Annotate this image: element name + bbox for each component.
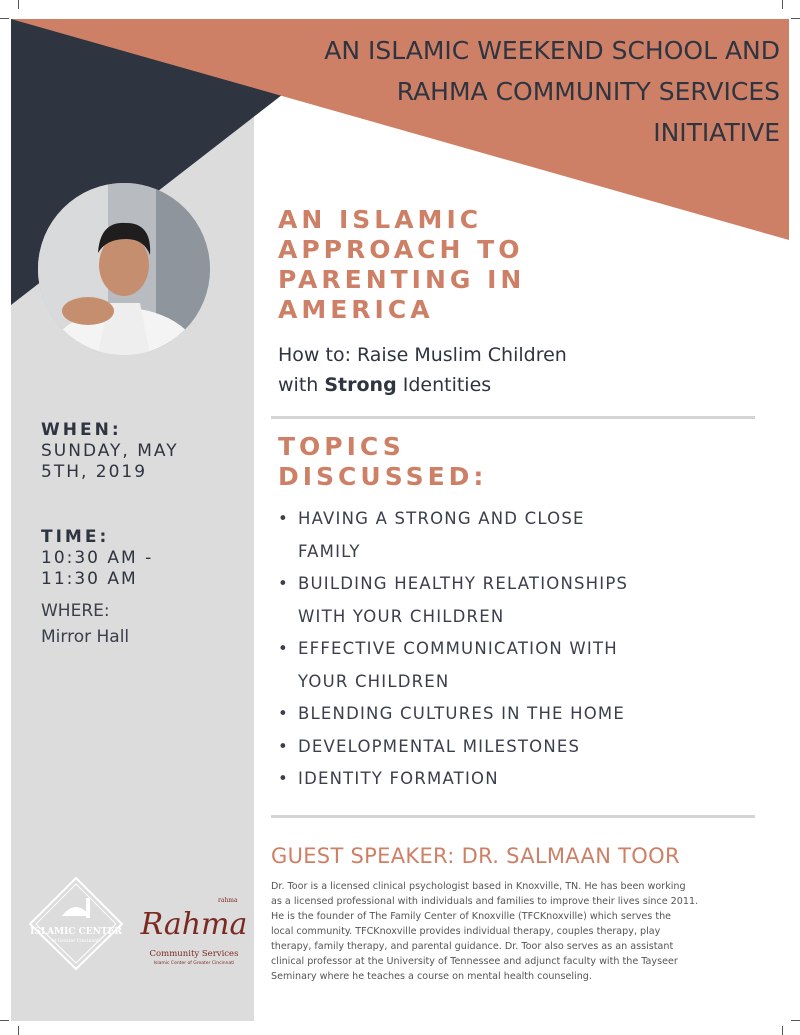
- subtitle-line: [278, 370, 748, 400]
- bullet-icon: •: [278, 574, 289, 593]
- divider: [271, 416, 755, 419]
- when-value: SUNDAY, MAY: [41, 441, 179, 461]
- event-title-line: AN ISLAMIC: [278, 205, 483, 234]
- rahma-logo: [138, 897, 250, 972]
- subtitle-suffix: Identities: [396, 374, 492, 396]
- bullet-icon: •: [278, 769, 289, 788]
- crop-mark: [0, 1020, 9, 1021]
- bio-line: Dr. Toor is a licensed clinical psychologist based in Knoxville, TN. He has been working: [271, 881, 686, 892]
- bio-line: therapy, family therapy, and parental guidance. Dr. Toor also serves as an assistant: [271, 941, 674, 952]
- header-title: [205, 30, 780, 153]
- topic-text: EFFECTIVE COMMUNICATION WITH: [298, 639, 618, 658]
- topic-text: DEVELOPMENTAL MILESTONES: [298, 736, 581, 756]
- header-title-line: INITIATIVE: [653, 118, 780, 147]
- event-title-line: PARENTING IN: [278, 265, 526, 294]
- bio-line: He is the founder of The Family Center of Knoxville (TFCKnoxville) which serves the: [271, 911, 672, 922]
- when-value: 5TH, 2019: [41, 462, 148, 482]
- bio-line: as a licensed professional with individuals and families to improve their lives since 2011.: [271, 896, 699, 907]
- where-value: Mirror Hall: [41, 627, 130, 647]
- event-title-line: AMERICA: [278, 295, 434, 324]
- speaker-photo: [38, 183, 210, 355]
- crop-mark: [791, 1020, 800, 1021]
- time-block: [41, 527, 153, 590]
- topic-text: BLENDING CULTURES IN THE HOME: [298, 704, 625, 723]
- list-item: [276, 503, 696, 568]
- rahma-subtitle-small: Islamic Center of Greater Cincinnati: [153, 961, 235, 966]
- list-item: [276, 731, 696, 764]
- rahma-name: Rahma: [140, 907, 248, 942]
- subtitle-bold: Strong: [324, 374, 397, 396]
- bullet-icon: •: [278, 509, 289, 528]
- bullet-icon: •: [278, 704, 289, 723]
- topics-heading-line: TOPICS: [278, 432, 405, 461]
- crop-mark: [782, 1026, 783, 1035]
- islamic-center-sub: of Greater Cincinnati: [51, 939, 101, 944]
- event-subtitle: [278, 340, 748, 400]
- header-title-line: AN ISLAMIC WEEKEND SCHOOL AND: [324, 36, 780, 65]
- topic-text: WITH YOUR CHILDREN: [298, 606, 505, 626]
- topic-text: HAVING A STRONG AND CLOSE: [298, 509, 585, 528]
- topics-list: [276, 503, 696, 796]
- list-item: [276, 763, 696, 796]
- guest-speaker-heading: GUEST SPEAKER: DR. SALMAAN TOOR: [271, 844, 680, 868]
- list-item: [276, 633, 696, 698]
- where-label: WHERE:: [41, 601, 110, 621]
- header-title-line: RAHMA COMMUNITY SERVICES: [396, 77, 780, 106]
- time-value: 11:30 AM: [41, 569, 138, 589]
- list-item: [276, 568, 696, 633]
- bio-line: local community. TFCKnoxville provides individual therapy, couples therapy, play: [271, 926, 661, 937]
- divider: [271, 815, 755, 818]
- topics-heading: [278, 432, 487, 492]
- list-item: [276, 698, 696, 731]
- subtitle-line: How to: Raise Muslim Children: [278, 344, 567, 366]
- bio-line: Seminary where he teaches a course on mental health counseling.: [271, 971, 592, 982]
- rahma-tag: rahma: [218, 897, 238, 904]
- event-title: [278, 205, 598, 325]
- topic-text: BUILDING HEALTHY RELATIONSHIPS: [298, 574, 629, 593]
- topics-heading-line: DISCUSSED:: [278, 462, 488, 491]
- topic-text: IDENTITY FORMATION: [298, 769, 499, 788]
- when-block: [41, 420, 179, 483]
- speaker-bio: [271, 879, 756, 984]
- crop-mark: [18, 1026, 19, 1035]
- event-title-line: APPROACH TO: [278, 235, 524, 264]
- islamic-center-logo: [28, 876, 124, 971]
- bullet-icon: •: [278, 736, 289, 756]
- time-value: 10:30 AM -: [41, 548, 154, 568]
- topic-text: YOUR CHILDREN: [298, 671, 450, 691]
- time-label: TIME:: [41, 527, 110, 547]
- when-label: WHEN:: [41, 420, 122, 440]
- subtitle-prefix: with: [278, 374, 325, 396]
- topic-text: FAMILY: [298, 541, 361, 561]
- rahma-subtitle: Community Services: [149, 949, 239, 959]
- bio-line: clinical professor at the University of Tennessee and adjunct faculty with the Tayseer: [271, 956, 678, 967]
- bullet-icon: •: [278, 639, 289, 658]
- islamic-center-name: ISLAMIC CENTER: [30, 927, 122, 937]
